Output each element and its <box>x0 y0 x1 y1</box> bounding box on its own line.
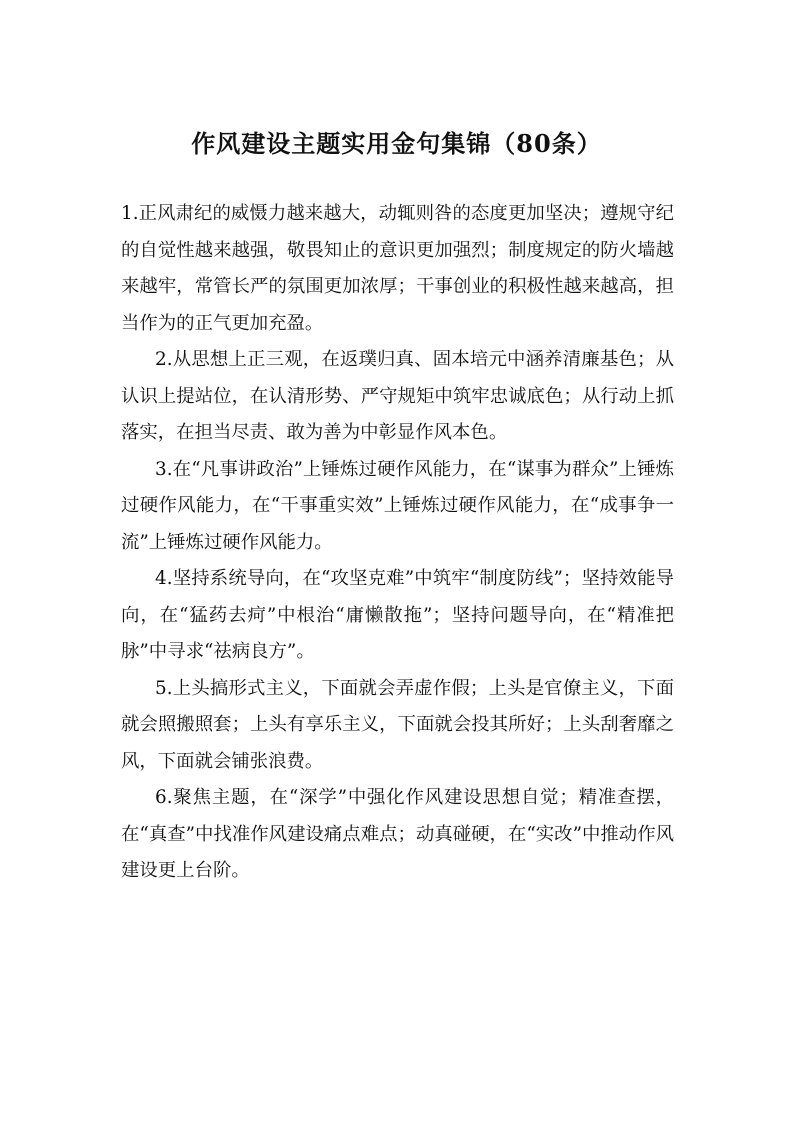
paragraph-6: 6.聚焦主题，在“深学”中强化作风建设思想自觉；精准查摆，在“真查”中找准作风建设痛点难点；动真碰硬，在“实改”中推动作风建设更上台阶。 <box>121 787 674 881</box>
document-title: 作风建设主题实用金句集锦（80条） <box>191 129 602 158</box>
paragraph-3: 3.在“凡事讲政治”上锤炼过硬作风能力，在“谋事为群众”上锤炼过硬作风能力，在“干事重实效”上锤炼过硬作风能力，在“成事争一流”上锤炼过硬作风能力。 <box>121 458 674 553</box>
paragraph-1: 1.正风肃纪的威慑力越来越大，动辄则咎的态度更加坚决；遵规守纪的自觉性越来越强，敬畏知止的意识更加强烈；制度规定的防火墙越来越牢，常管长严的氛围更加浓厚；干事创业的积极性越来越高，担当作为的正气更加充盈。 <box>121 203 674 334</box>
paragraph-2: 2.从思想上正三观，在返璞归真、固本培元中涵养清廉基色；从认识上提站位，在认清形势、严守规矩中筑牢忠诚底色；从行动上抓落实，在担当尽责、敢为善为中彰显作风本色。 <box>121 349 674 443</box>
paragraph-5: 5.上头搞形式主义，下面就会弄虚作假；上头是官僚主义，下面就会照搬照套；上头有享乐主义，下面就会投其所好；上头刮奢靡之风，下面就会铺张浪费。 <box>121 677 674 772</box>
document-body <box>121 196 674 890</box>
paragraph-4: 4.坚持系统导向，在“攻坚克难”中筑牢“制度防线”；坚持效能导向，在“猛药去疴”中根治“庸懒散拖”；坚持问题导向，在“精准把脉”中寻求“祛病良方”。 <box>121 568 674 662</box>
